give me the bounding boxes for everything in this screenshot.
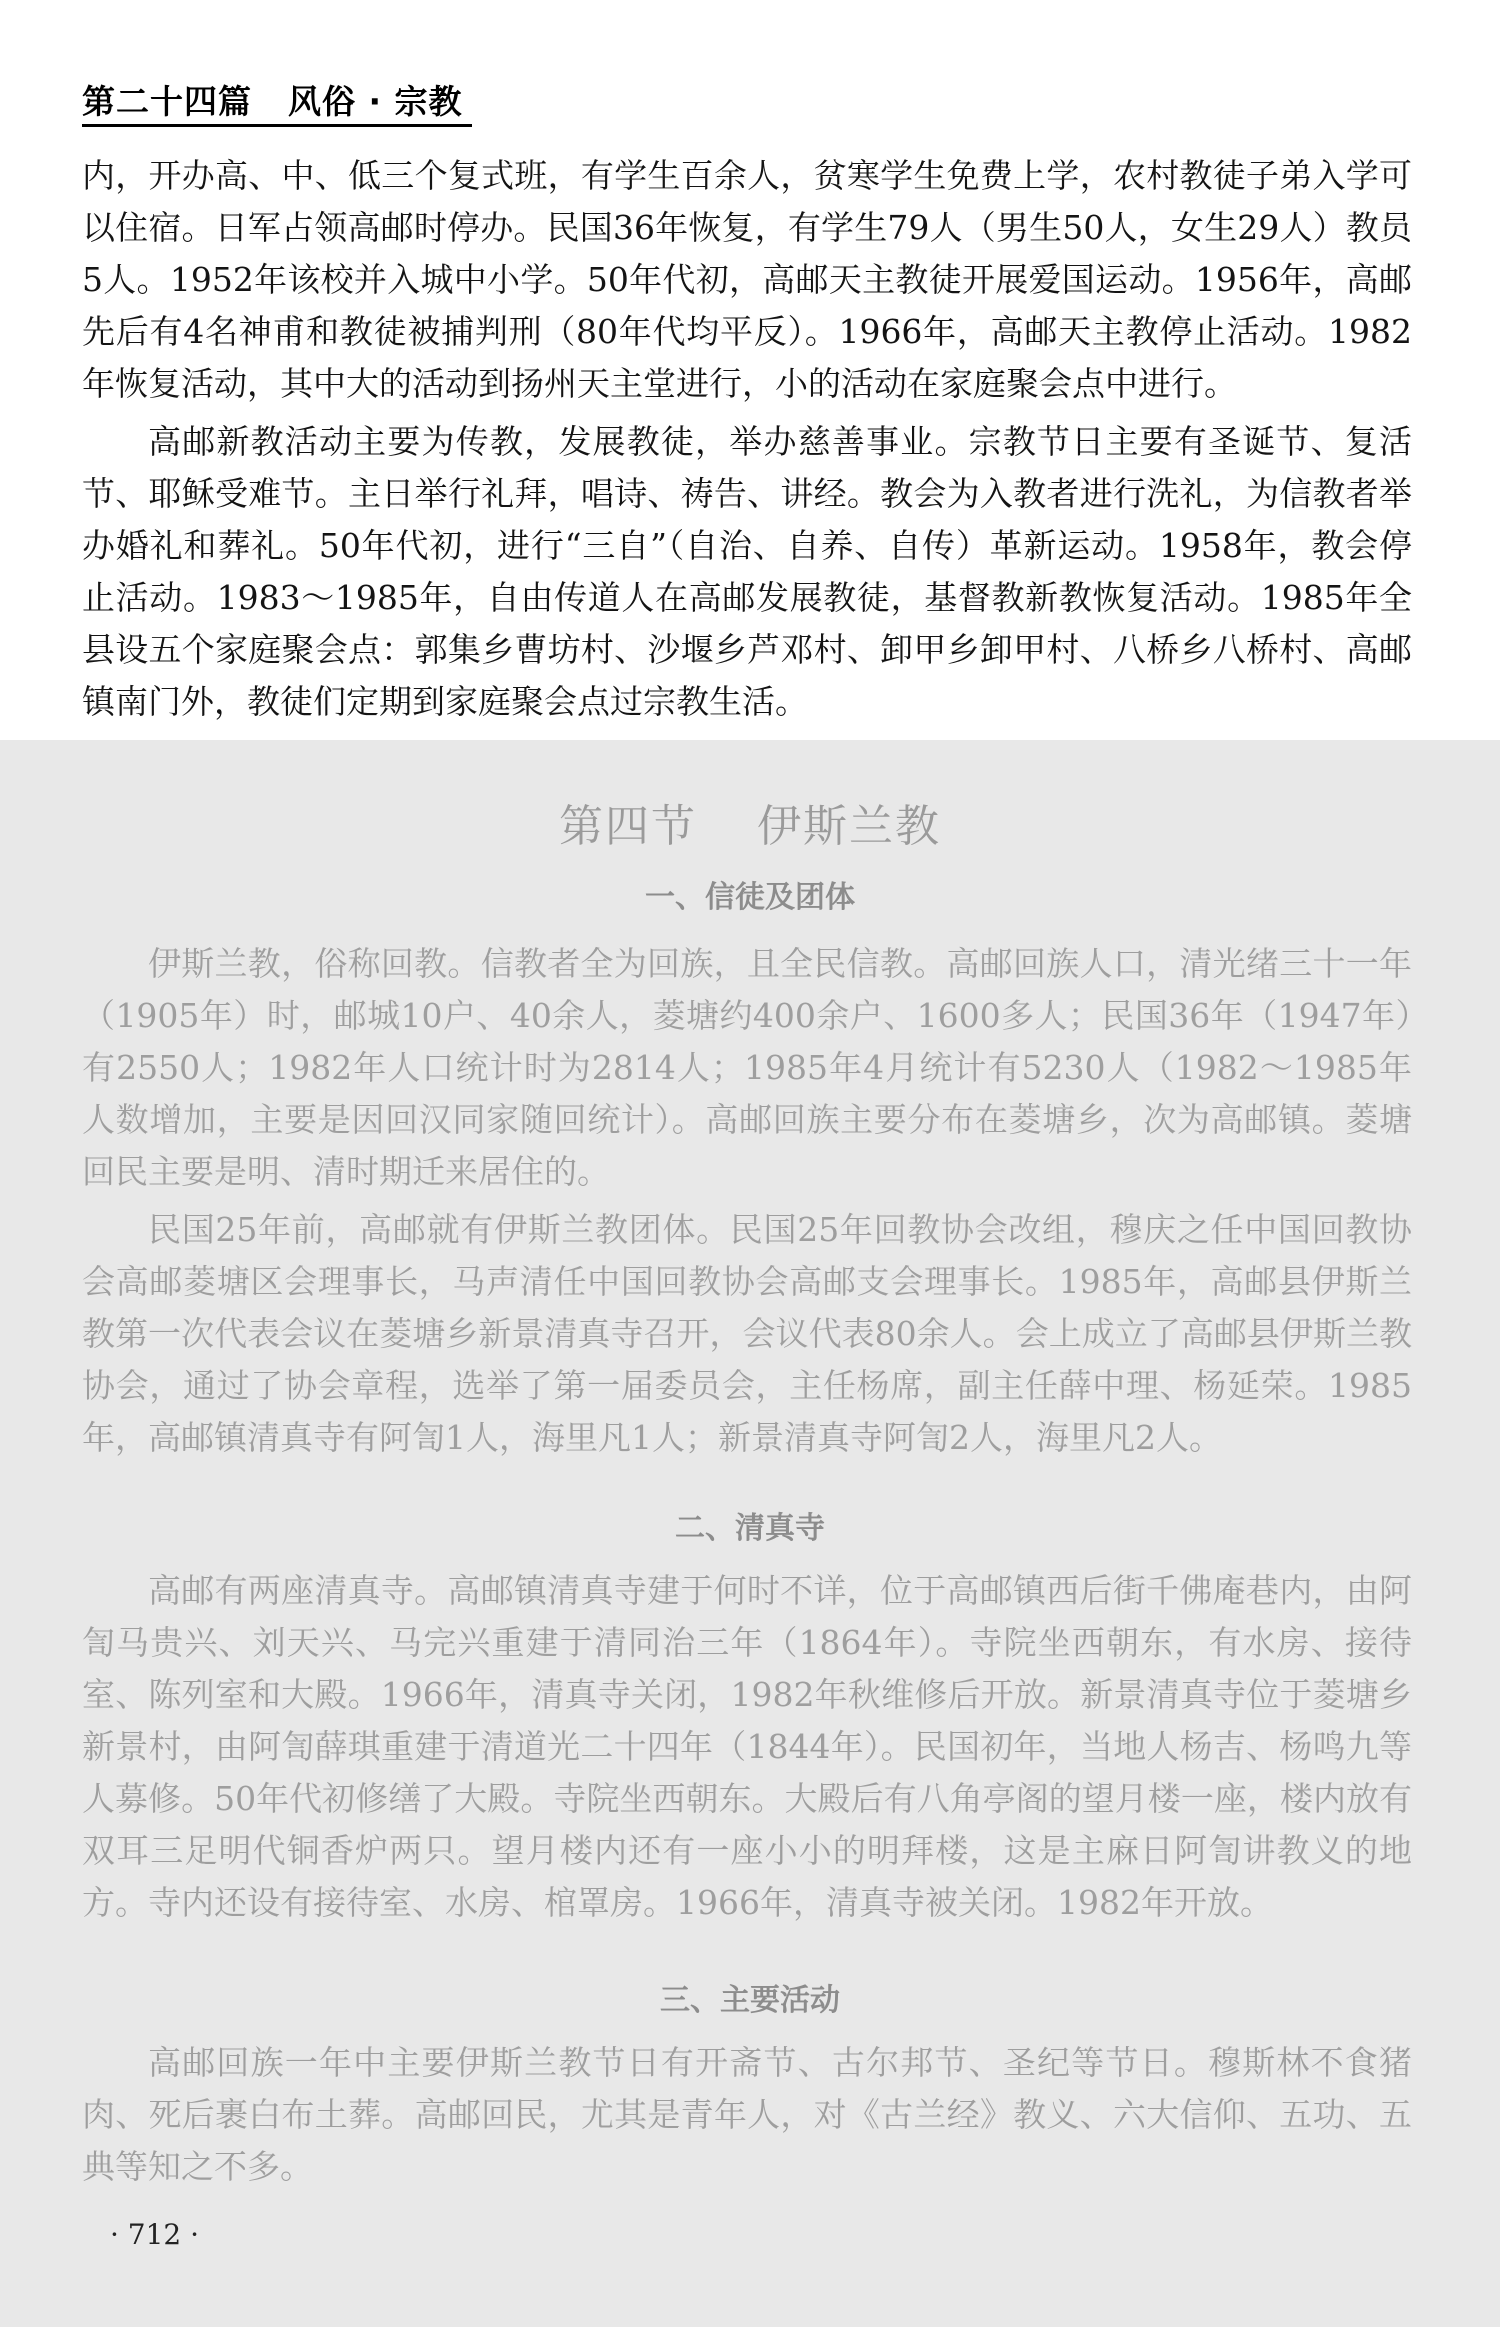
subheading-mosques: 二、清真寺 xyxy=(675,1511,825,1546)
paragraph-believers-organizations: 民国25年前，高邮就有伊斯兰教团体。民国25年回教协会改组，穆庆之任中国回教协会高邮菱塘区会理事长，马声清任中国回教协会高邮支会理事长。1985年，高邮县伊斯兰教第一次代表会议在菱塘乡新景清真寺召开，会议代表80余人。会上成立了高邮县伊斯兰教协会，通过了协会章程，选举了第一届委员会，主任杨席，副主任薛中理、杨延荣。1985年，高邮镇清真寺有阿訇1人，海里凡1人；新景清真寺阿訇2人，海里凡2人。 xyxy=(82,1210,1412,1457)
section-name: 伊斯兰教 xyxy=(757,801,941,852)
activities-text xyxy=(82,2037,1412,2193)
paragraph-activities: 高邮回族一年中主要伊斯兰教节日有开斋节、古尔邦节、圣纪等节日。穆斯林不食猪肉、死后裹白布土葬。高邮回民，尤其是青年人，对《古兰经》教义、六大信仰、五功、五典等知之不多。 xyxy=(82,2043,1412,2186)
subheading-activities: 三、主要活动 xyxy=(660,1983,840,2018)
subheading-believers: 一、信徒及团体 xyxy=(645,880,855,915)
chapter-label: 第二十四篇 xyxy=(82,82,252,121)
header-rule xyxy=(82,124,472,127)
running-header xyxy=(82,76,463,123)
chapter-title: 风俗 · 宗教 xyxy=(288,82,463,121)
catholic-continued-text xyxy=(82,150,1412,728)
believers-text xyxy=(82,938,1412,1464)
page-number: · 712 · xyxy=(110,2218,200,2251)
paragraph-protestant: 高邮新教活动主要为传教，发展教徒，举办慈善事业。宗教节日主要有圣诞节、复活节、耶稣受难节。主日举行礼拜，唱诗、祷告、讲经。教会为入教者进行洗礼，为信教者举办婚礼和葬礼。50年代初，进行“三自”（自治、自养、自传）革新运动。1958年，教会停止活动。1983～1985年，自由传道人在高邮发展教徒，基督教新教恢复活动。1985年全县设五个家庭聚会点：郭集乡曹坊村、沙堰乡芦邓村、卸甲乡卸甲村、八桥乡八桥村、高邮镇南门外，教徒们定期到家庭聚会点过宗教生活。 xyxy=(82,422,1412,721)
mosques-text xyxy=(82,1565,1412,1929)
paragraph-mosques: 高邮有两座清真寺。高邮镇清真寺建于何时不详，位于高邮镇西后街千佛庵巷内，由阿訇马贵兴、刘天兴、马完兴重建于清同治三年（1864年）。寺院坐西朝东，有水房、接待室、陈列室和大殿。1966年，清真寺关闭，1982年秋维修后开放。新景清真寺位于菱塘乡新景村，由阿訇薛琪重建于清道光二十四年（1844年）。民国初年，当地人杨吉、杨鸣九等人募修。50年代初修缮了大殿。寺院坐西朝东。大殿后有八角亭阁的望月楼一座，楼内放有双耳三足明代铜香炉两只。望月楼内还有一座小小的明拜楼，这是主麻日阿訇讲教义的地方。寺内还设有接待室、水房、棺罩房。1966年，清真寺被关闭。1982年开放。 xyxy=(82,1571,1412,1922)
paragraph-believers-population: 伊斯兰教，俗称回教。信教者全为回族，且全民信教。高邮回族人口，清光绪三十一年（1905年）时，邮城10户、40余人，菱塘约400余户、1600多人；民国36年（1947年）有2550人；1982年人口统计时为2814人；1985年4月统计有5230人（1982～1985年人数增加，主要是因回汉同家随回统计）。高邮回族主要分布在菱塘乡，次为高邮镇。菱塘回民主要是明、清时期迁来居住的。 xyxy=(82,944,1412,1191)
paragraph-catholic-school: 内，开办高、中、低三个复式班，有学生百余人，贫寒学生免费上学，农村教徒子弟入学可以住宿。日军占领高邮时停办。民国36年恢复，有学生79人（男生50人，女生29人）教员5人。1952年该校并入城中小学。50年代初，高邮天主教徒开展爱国运动。1956年，高邮先后有4名神甫和教徒被捕判刑（80年代均平反）。1966年，高邮天主教停止活动。1982年恢复活动，其中大的活动到扬州天主堂进行，小的活动在家庭聚会点中进行。 xyxy=(82,156,1412,403)
section-number: 第四节 xyxy=(559,801,697,852)
section-title xyxy=(0,790,1500,854)
